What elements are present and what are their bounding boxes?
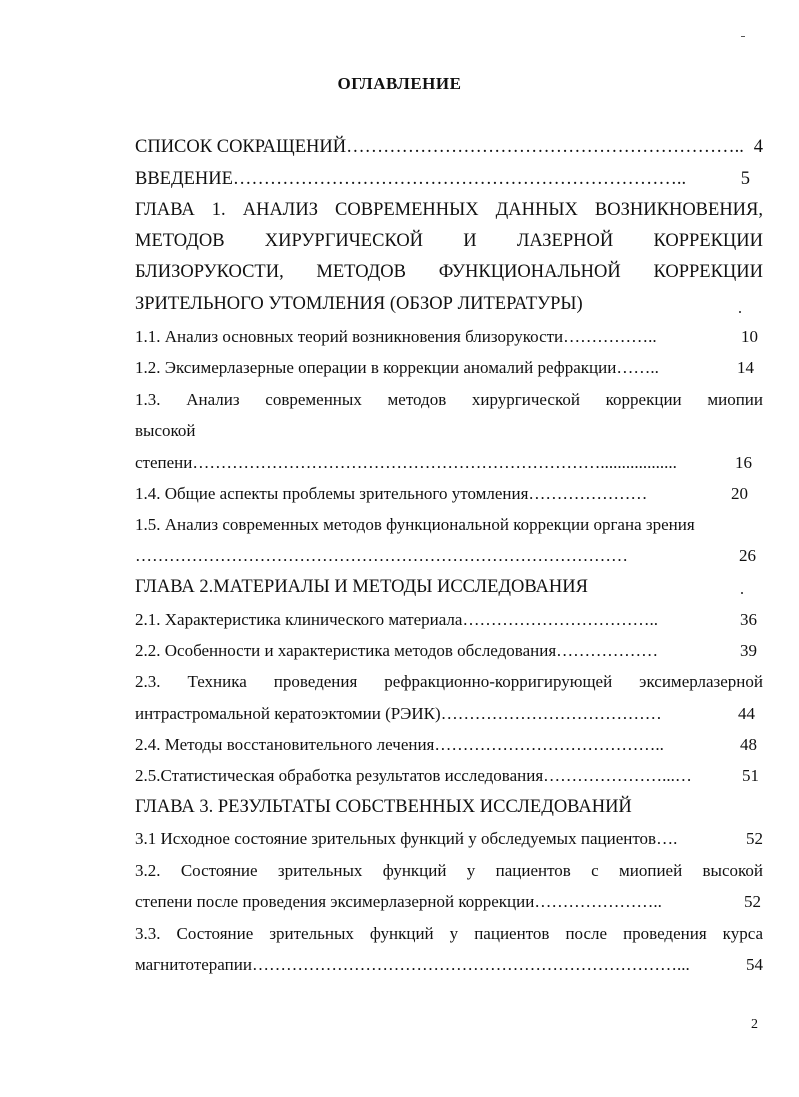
scan-speck	[739, 311, 741, 313]
toc-page-number: 54	[746, 955, 763, 974]
toc-entry-text: ВВЕДЕНИЕ	[135, 169, 233, 189]
toc-entry-2-3-line-1[interactable]: 2.3. Техника проведения рефракционно-корригирующей эксимерлазерной	[135, 672, 763, 691]
toc-leader-dots: ……………………………………………………………………………	[135, 546, 628, 565]
toc-page-number: 39	[740, 641, 757, 660]
toc-leader-dots: ……..	[616, 358, 659, 377]
toc-leader-dots: …………………..	[534, 892, 662, 911]
chapter3-title[interactable]: ГЛАВА 3. РЕЗУЛЬТАТЫ СОБСТВЕННЫХ ИССЛЕДОВАНИЙ	[135, 797, 632, 817]
toc-leader-dots: ………………………………………………………………..................	[192, 453, 677, 472]
toc-page-number: 48	[740, 735, 757, 754]
toc-entry-text: 3.1 Исходное состояние зрительных функций у обследуемых пациентов	[135, 829, 657, 848]
toc-leader-dots: …………………………………………………………………...	[251, 955, 690, 974]
chapter2-title[interactable]: ГЛАВА 2.МАТЕРИАЛЫ И МЕТОДЫ ИССЛЕДОВАНИЯ	[135, 577, 588, 597]
toc-entry-text: 2.4. Методы восстановительного лечения	[135, 735, 435, 754]
toc-entry-3-3-line-1[interactable]: 3.3. Состояние зрительных функций у пациентов после проведения курса	[135, 924, 763, 943]
toc-entry-1-4[interactable]	[135, 484, 763, 504]
toc-entry-text: СПИСОК СОКРАЩЕНИЙ	[135, 137, 347, 157]
toc-entry-1-3-line-2[interactable]: высокой	[135, 421, 196, 440]
page-title: ОГЛАВЛЕНИЕ	[337, 74, 462, 93]
toc-entry-3-1[interactable]	[135, 829, 763, 849]
toc-entry-text: степени	[135, 453, 193, 472]
toc-entry-2-2[interactable]	[135, 641, 763, 661]
toc-page-number: 16	[735, 453, 752, 472]
chapter1-title-line-4[interactable]: ЗРИТЕЛЬНОГО УТОМЛЕНИЯ (ОБЗОР ЛИТЕРАТУРЫ)	[135, 294, 583, 314]
toc-entry-introduction[interactable]	[135, 169, 763, 189]
toc-page-number: 10	[741, 327, 758, 346]
toc-leader-dots: ….	[656, 829, 678, 848]
chapter1-title-line-3[interactable]: БЛИЗОРУКОСТИ, МЕТОДОВ ФУНКЦИОНАЛЬНОЙ КОРРЕКЦИИ	[135, 262, 763, 282]
toc-leader-dots: ……………..	[563, 327, 657, 346]
toc-entry-2-1[interactable]	[135, 610, 763, 630]
toc-page-number: 52	[744, 892, 761, 911]
toc-entry-text: степени после проведения эксимерлазерной коррекции	[135, 892, 535, 911]
toc-entry-text: 2.1. Характеристика клинического материала	[135, 610, 463, 629]
toc-entry-text: магнитотерапии	[135, 955, 252, 974]
toc-entry-abbreviations[interactable]	[135, 137, 763, 157]
scan-speck	[741, 36, 745, 37]
toc-leader-dots: …………………	[528, 484, 648, 503]
toc-entry-text: 1.1. Анализ основных теорий возникновения близорукости	[135, 327, 564, 346]
toc-page-number: 14	[737, 358, 754, 377]
toc-entry-1-3[interactable]	[135, 453, 763, 473]
toc-leader-dots: …………………………………	[440, 704, 662, 723]
toc-entry-2-3[interactable]	[135, 704, 763, 724]
toc-entry-1-5[interactable]	[135, 546, 763, 566]
toc-leader-dots: …………………………………..	[434, 735, 664, 754]
toc-page-number: 4	[753, 137, 763, 157]
toc-entry-3-3[interactable]	[135, 955, 763, 975]
toc-leader-dots: ………………………………………………………………..	[232, 169, 687, 189]
toc-entry-text: 2.2. Особенности и характеристика методов обследования	[135, 641, 557, 660]
scan-speck	[741, 592, 743, 594]
toc-page-number: 5	[740, 169, 750, 189]
toc-leader-dots: ………………	[556, 641, 659, 660]
toc-entry-2-4[interactable]	[135, 735, 763, 755]
toc-entry-2-5[interactable]	[135, 766, 763, 786]
toc-entry-1-2[interactable]	[135, 358, 763, 378]
toc-entry-1-3-line-1[interactable]: 1.3. Анализ современных методов хирургической коррекции миопии	[135, 390, 763, 409]
toc-entry-1-1[interactable]	[135, 327, 763, 347]
toc-page-number: 51	[742, 766, 759, 785]
toc-page-number: 26	[739, 546, 756, 565]
chapter1-title-line-2[interactable]: МЕТОДОВ ХИРУРГИЧЕСКОЙ И ЛАЗЕРНОЙ КОРРЕКЦИИ	[135, 231, 763, 251]
toc-entry-text: интрастромальной кератоэктомии (РЭИК)	[135, 704, 441, 723]
toc-page-number: 52	[746, 829, 763, 848]
toc-entry-text: 1.2. Эксимерлазерные операции в коррекции аномалий рефракции	[135, 358, 617, 377]
chapter1-title-line-1[interactable]: ГЛАВА 1. АНАЛИЗ СОВРЕМЕННЫХ ДАННЫХ ВОЗНИКНОВЕНИЯ,	[135, 200, 763, 220]
toc-page-number: 44	[738, 704, 755, 723]
toc-page-number: 36	[740, 610, 757, 629]
toc-leader-dots: ………………………………………………………..	[346, 137, 744, 157]
page-number: 2	[751, 1017, 758, 1032]
toc-entry-3-2-line-1[interactable]: 3.2. Состояние зрительных функций у пациентов с миопией высокой	[135, 861, 763, 880]
toc-entry-text: 1.4. Общие аспекты проблемы зрительного утомления	[135, 484, 529, 503]
toc-entry-text: 2.5.Статистическая обработка результатов исследования	[135, 766, 544, 785]
toc-leader-dots: ……………………………..	[462, 610, 658, 629]
toc-page-number: 20	[731, 484, 748, 503]
toc-entry-1-5-line-1[interactable]: 1.5. Анализ современных методов функциональной коррекции органа зрения	[135, 515, 695, 534]
toc-leader-dots: …………………...…	[543, 766, 692, 785]
toc-entry-3-2[interactable]	[135, 892, 763, 912]
